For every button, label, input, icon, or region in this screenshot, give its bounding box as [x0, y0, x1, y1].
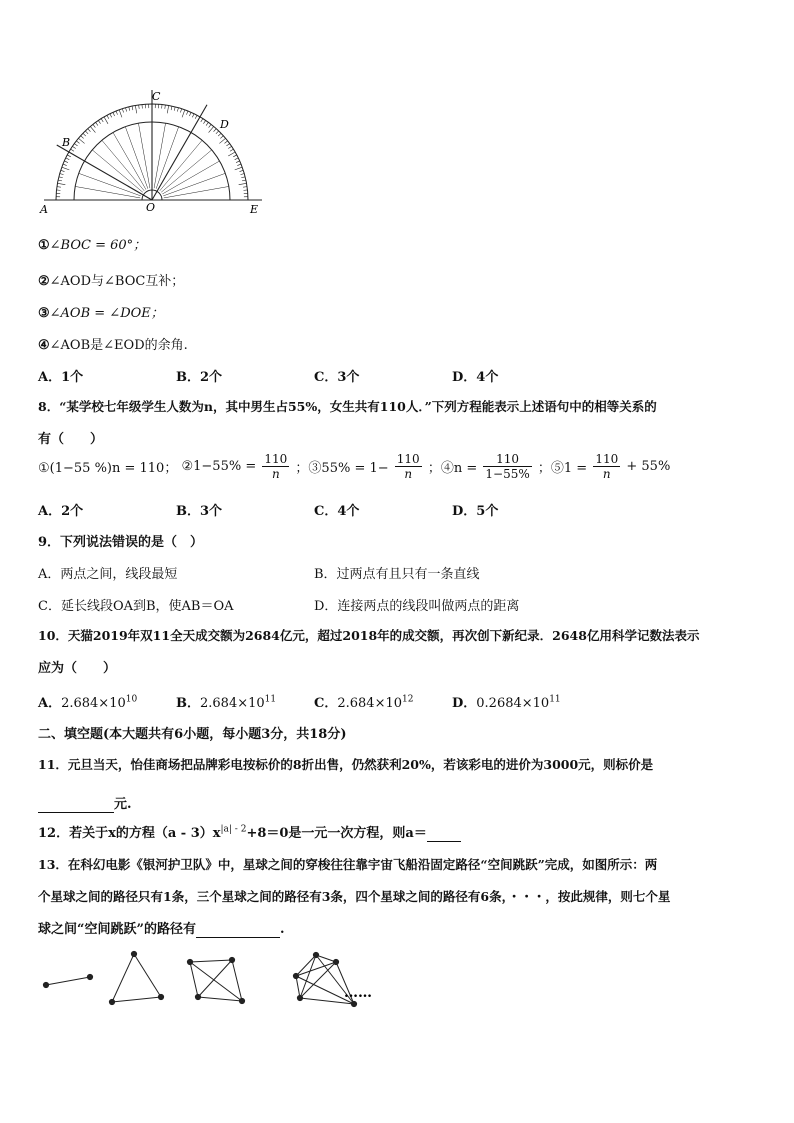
statement-4-num: ④ [38, 338, 50, 353]
q10-option-b-exp: 11 [264, 694, 277, 705]
tick-mark [129, 107, 130, 111]
label-C: C [152, 90, 161, 103]
path-edge [198, 960, 232, 997]
q8-eq3-den: n [404, 467, 413, 481]
planet-point [131, 951, 136, 956]
planet-point [239, 998, 244, 1003]
tick-mark [177, 108, 178, 112]
path-edge [300, 955, 316, 998]
planet-point [43, 982, 48, 987]
tick-mark [107, 115, 109, 119]
q8-option-b: B．3个 [176, 504, 223, 519]
tick-mark [167, 105, 168, 113]
planet-point [229, 957, 234, 962]
tick-mark [74, 144, 77, 146]
q8-eq4-num: 110 [483, 452, 531, 467]
q10-option-a [38, 692, 137, 711]
statement-1-num: ① [38, 238, 50, 253]
q8-stem-line2: 有（ ） [38, 432, 104, 447]
planet-point [313, 952, 318, 957]
tick-mark [228, 152, 235, 156]
tick-mark [83, 133, 86, 136]
q8-eq3-pre: ；③55% = 1− [295, 461, 389, 476]
path-edge [112, 954, 134, 1002]
statement-4 [38, 334, 188, 353]
q10-option-c-label: C． [314, 696, 338, 711]
tick-mark [195, 115, 197, 119]
planet-point [351, 1001, 356, 1006]
tick-mark [243, 187, 247, 188]
planet-point [195, 994, 200, 999]
path-edge [112, 997, 161, 1002]
tick-mark [60, 174, 64, 175]
q13-line3-post: . [279, 922, 285, 937]
q7-option-a: A．1个 [38, 370, 84, 385]
tick-mark [132, 106, 133, 110]
statement-1-text: ∠BOC = 60°； [49, 238, 147, 253]
statement-3-num: ③ [38, 306, 50, 321]
tick-mark [64, 161, 68, 163]
q10-stem-line1: 10．天猫2019年双11全天成交额为2684亿元，超过2018年的成交额，再次创下新纪录．2648亿用科学记数法表示 [38, 628, 700, 643]
statement-2-text: ∠AOD与∠BOC互补； [49, 274, 185, 289]
tick-mark [171, 106, 172, 110]
q9-option-b: B．过两点有且只有一条直线 [314, 567, 480, 582]
tick-mark [209, 124, 211, 127]
q13-line3-pre: 球之间“空间跳跃”的路径有 [38, 922, 196, 937]
q12-pre: 12．若关于x的方程（a - 3）x [38, 826, 221, 841]
path-edge [198, 997, 242, 1001]
q11-stem-line1: 11．元旦当天，怡佳商场把品牌彩电按标价的8折出售，仍然获利20%，若该彩电的进价为3000元，则标价是 [38, 757, 654, 772]
tick-mark [139, 105, 140, 109]
q8-eq5-pre: ；⑤1 = [537, 461, 588, 476]
tick-mark [116, 111, 117, 115]
tick-mark [235, 167, 243, 170]
tick-mark [201, 119, 203, 122]
tick-mark [113, 112, 115, 116]
planet-point [158, 994, 163, 999]
tick-mark [67, 155, 71, 157]
tick-mark [216, 131, 219, 134]
tick-mark [126, 108, 127, 112]
q13-answer-blank[interactable] [196, 922, 280, 938]
q13-stem-line2: 个星球之间的路径只有1条，三个星球之间的路径有3条，四个星球之间的路径有6条，・・・，按此规律，则七个星 [38, 889, 671, 904]
q11-line2 [38, 793, 132, 813]
q7-option-b: B．2个 [176, 370, 223, 385]
q8-eq5-fraction [593, 452, 620, 481]
tick-mark [203, 120, 205, 123]
q9-option-c: C．延长线段OA到B，使AB＝OA [38, 599, 234, 614]
tick-mark [81, 136, 84, 139]
statement-3-text: ∠AOB = ∠DOE； [49, 306, 164, 321]
tick-mark [192, 114, 194, 118]
q10-option-d-label: D． [452, 696, 477, 711]
q8-option-c: C．4个 [314, 504, 360, 519]
planet-point [87, 974, 92, 979]
tick-mark [85, 131, 88, 134]
q8-eq5-den: n [602, 467, 611, 481]
q9-stem: 9．下列说法错误的是（ ） [38, 535, 204, 550]
label-B: B [62, 136, 71, 149]
tick-mark [101, 119, 103, 122]
tick-mark [239, 170, 243, 171]
tick-mark [241, 177, 245, 178]
tick-mark [237, 164, 241, 165]
tick-mark [240, 174, 244, 175]
q8-eq2-pre: ②1−55% = [181, 459, 257, 474]
path-edge [134, 954, 161, 997]
tick-mark [219, 138, 225, 143]
tick-mark [78, 138, 84, 143]
label-D: D [220, 118, 229, 131]
q8-eq4-pre: ；④n = [427, 461, 478, 476]
q13-stem-line3 [38, 918, 285, 938]
planet-point [333, 959, 338, 964]
q8-stem-line1: 8．“某学校七年级学生人数为n，其中男生占55%，女生共有110人．”下列方程能表示上述语句中的相等关系的 [38, 399, 657, 414]
q8-option-a: A．2个 [38, 504, 84, 519]
tick-mark [214, 129, 217, 132]
planet-point [187, 959, 192, 964]
q8-eq3-num: 110 [396, 452, 420, 466]
path-edge [296, 976, 300, 998]
tick-mark [180, 109, 181, 113]
q8-eq5-post: + 55% [626, 459, 671, 474]
statement-2-num: ② [38, 274, 50, 289]
statement-3 [38, 302, 164, 321]
tick-mark [174, 107, 175, 111]
q8-eq5-num: 110 [595, 452, 619, 466]
statement-2 [38, 270, 184, 289]
planet-point [109, 999, 114, 1004]
tick-mark [209, 126, 214, 132]
q10-stem-line2: 应为（ ） [38, 661, 117, 676]
q8-eq3-fraction [395, 452, 422, 481]
tick-mark [93, 124, 95, 127]
path-edge [190, 960, 232, 962]
tick-mark [58, 180, 62, 181]
q10-option-a-base: 2.684×10 [61, 696, 126, 711]
q10-option-d [452, 692, 561, 711]
tick-mark [218, 133, 221, 136]
planet-point [297, 995, 302, 1000]
tick-mark [182, 110, 185, 118]
planet-point [293, 973, 298, 978]
tick-mark [224, 141, 227, 143]
tick-mark [230, 149, 233, 151]
q8-eq2-fraction [262, 452, 289, 481]
tick-mark [90, 126, 95, 132]
tick-mark [119, 110, 122, 118]
tick-mark [71, 149, 74, 151]
tick-mark [186, 111, 187, 115]
q8-eq4-fraction [483, 452, 531, 481]
q12-stem [38, 822, 461, 842]
path-edge [46, 977, 90, 985]
label-O: O [146, 201, 156, 214]
q10-option-c [314, 692, 413, 711]
tick-mark [239, 183, 247, 184]
figure-ellipsis: …… [344, 985, 372, 1001]
q12-answer-blank[interactable] [427, 826, 461, 842]
tick-mark [236, 161, 240, 163]
q8-option-d: D．5个 [452, 504, 499, 519]
q13-stem-line1: 13．在科幻电影《银河护卫队》中，星球之间的穿梭往往靠宇宙飞船沿固定路径“空间跳跃”完成，如图所示：两 [38, 857, 658, 872]
q7-option-c: C．3个 [314, 370, 360, 385]
protractor-figure [36, 86, 272, 218]
tick-mark [57, 183, 65, 184]
tick-mark [165, 105, 166, 109]
tick-mark [76, 141, 79, 143]
q10-option-d-base: 0.2684×10 [476, 696, 550, 711]
tick-mark [62, 167, 70, 170]
q8-eq2-num: 110 [264, 452, 288, 466]
tick-mark [226, 144, 229, 146]
label-E: E [250, 203, 259, 216]
q11-answer-blank[interactable] [38, 797, 114, 813]
tick-mark [235, 158, 239, 160]
q10-option-a-exp: 10 [125, 694, 138, 705]
q12-post: +8＝0是一元一次方程，则a＝ [246, 826, 427, 841]
tick-mark [228, 146, 231, 148]
tick-mark [63, 164, 67, 165]
q10-option-a-label: A． [38, 696, 62, 711]
tick-mark [122, 109, 123, 113]
tick-mark [96, 122, 98, 125]
tick-mark [72, 146, 75, 148]
q10-option-b-base: 2.684×10 [200, 696, 265, 711]
q9-option-d: D．连接两点的线段叫做两点的距离 [314, 599, 520, 614]
q7-option-d: D．4个 [452, 370, 499, 385]
tick-mark [61, 170, 65, 171]
q10-option-c-base: 2.684×10 [337, 696, 403, 711]
tick-mark [104, 117, 108, 124]
q10-option-b [176, 692, 276, 711]
q8-equations [38, 452, 670, 481]
q8-eq1: ①(1−55 %)n = 110； [38, 461, 178, 476]
planet-paths-figure [36, 940, 386, 1010]
tick-mark [59, 177, 63, 178]
tick-mark [66, 158, 70, 160]
statement-1 [38, 234, 146, 253]
tick-mark [206, 122, 208, 125]
tick-mark [220, 136, 223, 139]
tick-mark [242, 180, 246, 181]
q10-option-c-exp: 12 [402, 694, 414, 705]
q8-eq4-den: 1−55% [485, 467, 530, 481]
tick-mark [88, 129, 91, 132]
label-A: A [40, 203, 48, 216]
tick-mark [135, 105, 136, 113]
tick-mark [98, 120, 100, 123]
statement-4-text: ∠AOB是∠EOD的余角. [49, 338, 188, 353]
q11-suffix: 元. [114, 797, 132, 812]
section-2-heading: 二、填空题(本大题共有6小题，每小题3分，共18分) [38, 727, 347, 742]
q9-option-a: A．两点之间，线段最短 [38, 567, 178, 582]
tick-mark [233, 155, 237, 157]
tick-mark [110, 114, 112, 118]
q10-option-b-label: B． [176, 696, 200, 711]
q8-eq2-den: n [271, 467, 280, 481]
q12-exponent: |a| - 2 [220, 824, 247, 835]
tick-mark [189, 112, 191, 116]
q10-option-d-exp: 11 [549, 694, 561, 705]
tick-mark [57, 187, 61, 188]
